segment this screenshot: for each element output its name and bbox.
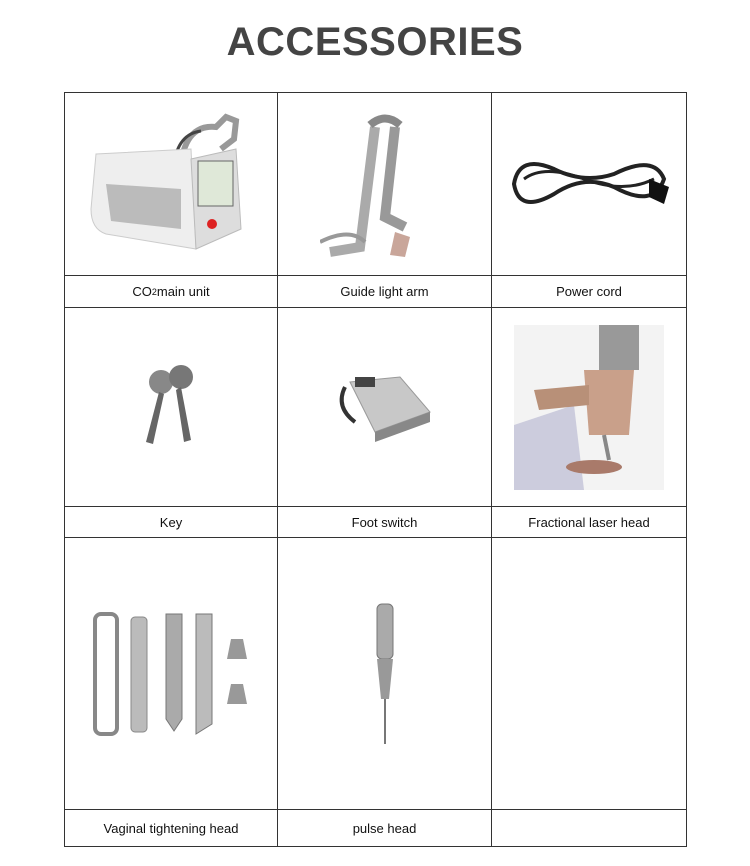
power-cord-icon xyxy=(504,149,674,219)
image-cell-key xyxy=(65,308,278,507)
image-cell-pulse-head xyxy=(278,538,492,810)
pulse-handpiece-icon xyxy=(365,599,405,749)
label-main-unit xyxy=(65,276,278,308)
image-cell-guide-arm xyxy=(278,93,492,276)
page-title: ACCESSORIES xyxy=(226,20,524,64)
label-subscript: 2 xyxy=(151,286,157,297)
vaginal-probes-icon xyxy=(81,609,261,739)
label-key: Key xyxy=(65,507,278,538)
laser-head-icon xyxy=(514,325,664,490)
image-cell-laser-head xyxy=(492,308,687,507)
label-empty xyxy=(492,810,687,847)
image-cell-foot-switch xyxy=(278,308,492,507)
label-power-cord: Power cord xyxy=(492,276,687,308)
label-text: CO xyxy=(132,284,152,299)
accessories-table xyxy=(64,92,687,847)
foot-pedal-icon xyxy=(330,357,440,457)
image-cell-main-unit xyxy=(65,93,278,276)
laser-machine-icon xyxy=(86,109,256,259)
label-pulse-head: pulse head xyxy=(278,810,492,847)
label-guide-arm: Guide light arm xyxy=(278,276,492,308)
image-cell-empty xyxy=(492,538,687,810)
label-laser-head: Fractional laser head xyxy=(492,507,687,538)
image-cell-power-cord xyxy=(492,93,687,276)
articulated-arm-icon xyxy=(320,107,450,262)
label-vaginal-head: Vaginal tightening head xyxy=(65,810,278,847)
image-cell-vaginal-head xyxy=(65,538,278,810)
label-foot-switch: Foot switch xyxy=(278,507,492,538)
keys-icon xyxy=(131,362,211,452)
label-text-rest: main unit xyxy=(156,284,210,299)
